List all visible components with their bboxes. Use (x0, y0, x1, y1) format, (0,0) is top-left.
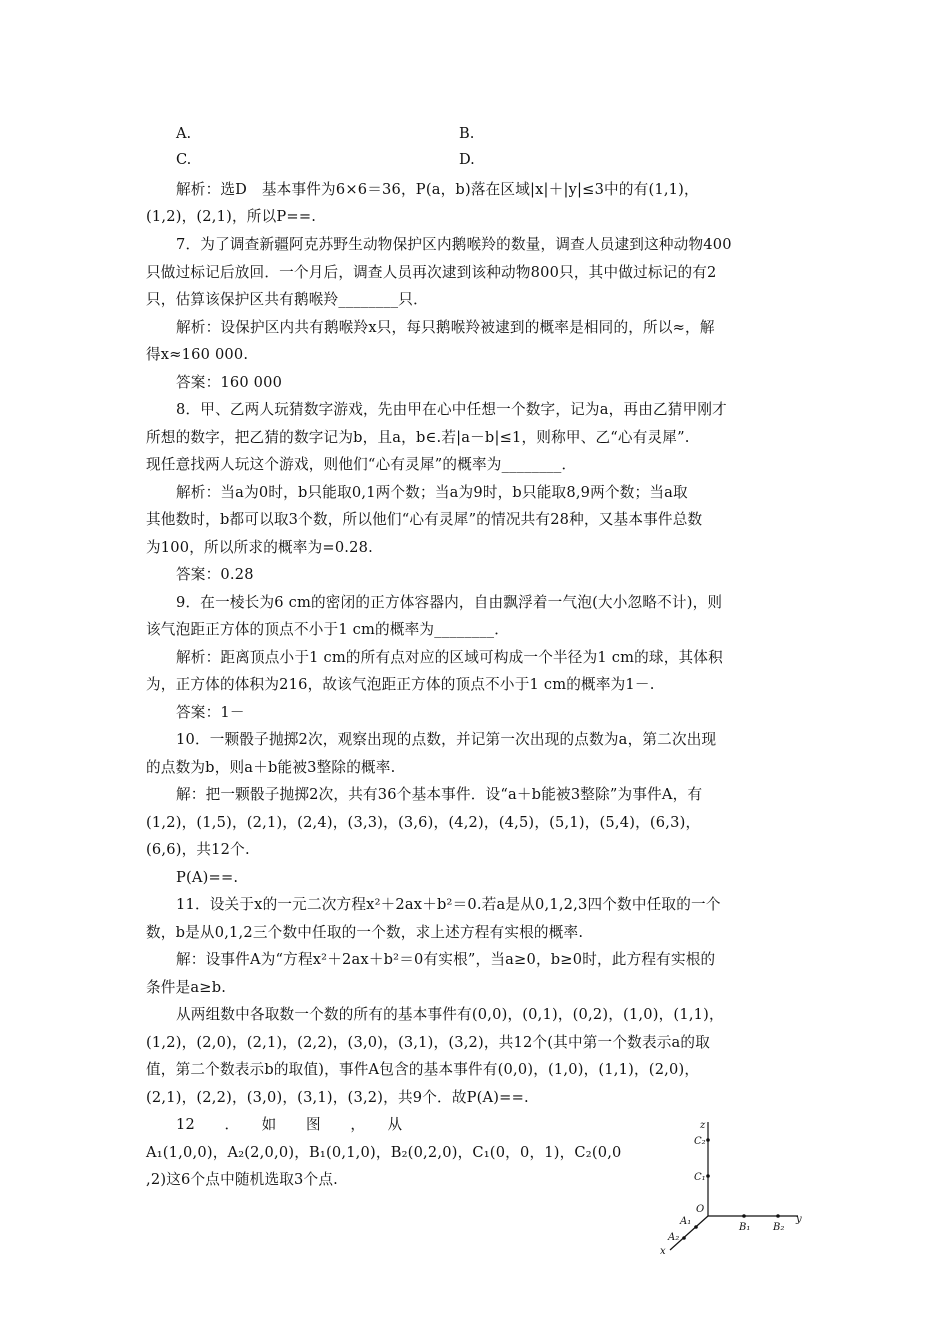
text-line: 7．为了调查新疆阿克苏野生动物保护区内鹅喉羚的数量，调查人员逮到这种动物400 (176, 236, 732, 253)
point-a2 (682, 1236, 686, 1240)
label-z: z (700, 1120, 706, 1131)
text-line: 值，第二个数表示b的取值)，事件A包含的基本事件有(0,0)，(1,0)，(1,1)，(2,0)， (146, 1061, 700, 1078)
option-a: A. (176, 125, 192, 142)
text-line: 只，估算该保护区共有鹅喉羚________只． (146, 291, 428, 308)
text-line: 为，正方体的体积为216，故该气泡距正方体的顶点不小于1 cm的概率为1－. (146, 676, 655, 693)
text-line: 11．设关于x的一元二次方程x²＋2ax＋b²＝0.若a是从0,1,2,3四个数中任取的一个 (176, 896, 721, 913)
text-line: 该气泡距正方体的顶点不小于1 cm的概率为________． (146, 621, 509, 638)
label-a2: A₂ (668, 1232, 680, 1243)
answer-line: 答案：0.28 (176, 566, 254, 583)
point-b2 (776, 1214, 780, 1218)
text-line: 10．一颗骰子抛掷2次，观察出现的点数，并记第一次出现的点数为a，第二次出现 (176, 731, 717, 748)
text-line: A₁(1,0,0)，A₂(2,0,0)，B₁(0,1,0)，B₂(0,2,0)，C₁(0，0，1)，C₂(0,0 (146, 1144, 622, 1161)
text-line: ,2)这6个点中随机选取3个点. (146, 1171, 338, 1188)
label-a1: A₁ (680, 1216, 692, 1227)
text-line: 8．甲、乙两人玩猜数字游戏，先由甲在心中任想一个数字，记为a，再由乙猜甲刚才 (176, 401, 727, 418)
label-c1: C₁ (694, 1172, 706, 1183)
point-c1 (706, 1174, 710, 1178)
text-line: 数，b是从0,1,2三个数中任取的一个数，求上述方程有实根的概率. (146, 924, 584, 941)
text-line: 9．在一棱长为6 cm的密闭的正方体容器内，自由飘浮着一气泡(大小忽略不计)，则 (176, 594, 723, 611)
text-line: 解：把一颗骰子抛掷2次，共有36个基本事件．设“a＋b能被3整除”为事件A，有 (176, 786, 703, 803)
option-c: C. (176, 151, 192, 168)
text-line: 解析：当a为0时，b只能取0,1两个数；当a为9时，b只能取8,9两个数；当a取 (176, 484, 688, 501)
text-line: 解析：距离顶点小于1 cm的所有点对应的区域可构成一个半径为1 cm的球，其体积 (176, 649, 723, 666)
point-a1 (694, 1225, 698, 1229)
text-line: 得x≈160 000. (146, 346, 249, 363)
text-line: 条件是a≥b. (146, 979, 227, 996)
label-x: x (660, 1246, 666, 1257)
text-line: 的点数为b，则a＋b能被3整除的概率. (146, 759, 396, 776)
option-d: D. (459, 151, 475, 168)
label-b2: B₂ (773, 1222, 785, 1233)
point-b1 (742, 1214, 746, 1218)
text-line: (1,2)，(2,0)，(2,1)，(2,2)，(3,0)，(3,1)，(3,2)，共12个(其中第一个数表示a的取 (146, 1034, 711, 1051)
label-y: y (796, 1214, 802, 1225)
text-line: 为100，所以所求的概率为=0.28. (146, 539, 373, 556)
text-line: 现任意找两人玩这个游戏，则他们“心有灵犀”的概率为________． (146, 456, 577, 473)
text-line: 解析：设保护区内共有鹅喉羚x只，每只鹅喉羚被逮到的概率是相同的，所以≈，解 (176, 319, 715, 336)
option-b: B. (459, 125, 475, 142)
text-line: 只做过标记后放回．一个月后，调查人员再次逮到该种动物800只，其中做过标记的有2 (146, 264, 717, 281)
text-line: (6,6)，共12个. (146, 841, 250, 858)
label-o: O (696, 1204, 705, 1215)
coordinate-axes-figure (650, 1118, 810, 1258)
text-line: 从两组数中各取数一个数的所有的基本事件有(0,0)，(0,1)，(0,2)，(1,0)，(1,1)， (176, 1006, 724, 1023)
text-line: 所想的数字，把乙猜的数字记为b，且a，b∈.若|a－b|≤1，则称甲、乙“心有灵犀”. (146, 429, 690, 446)
label-b1: B₁ (739, 1222, 751, 1233)
point-c2 (706, 1138, 710, 1142)
text-line: (2,1)，(2,2)，(3,0)，(3,1)，(3,2)，共9个．故P(A)==. (146, 1089, 529, 1106)
text-line: P(A)==. (176, 869, 239, 886)
label-c2: C₂ (694, 1136, 706, 1147)
text-line: 解析：选D 基本事件为6×6＝36，P(a，b)落在区域|x|＋|y|≤3中的有(1,1)， (176, 181, 699, 198)
answer-line: 答案：160 000 (176, 374, 283, 391)
text-line: 其他数时，b都可以取3个数，所以他们“心有灵犀”的情况共有28种，又基本事件总数 (146, 511, 703, 528)
text-line: (1,2)，(1,5)，(2,1)，(2,4)，(3,3)，(3,6)，(4,2)，(4,5)，(5,1)，(5,4)，(6,3)， (146, 814, 701, 831)
text-line: 12 ． 如 图 ， 从 (176, 1116, 403, 1133)
text-line: (1,2)，(2,1)，所以P==. (146, 208, 317, 225)
text-line: 解：设事件A为“方程x²＋2ax＋b²＝0有实根”，当a≥0，b≥0时，此方程有实根的 (176, 951, 716, 968)
answer-line: 答案：1－ (176, 704, 245, 721)
